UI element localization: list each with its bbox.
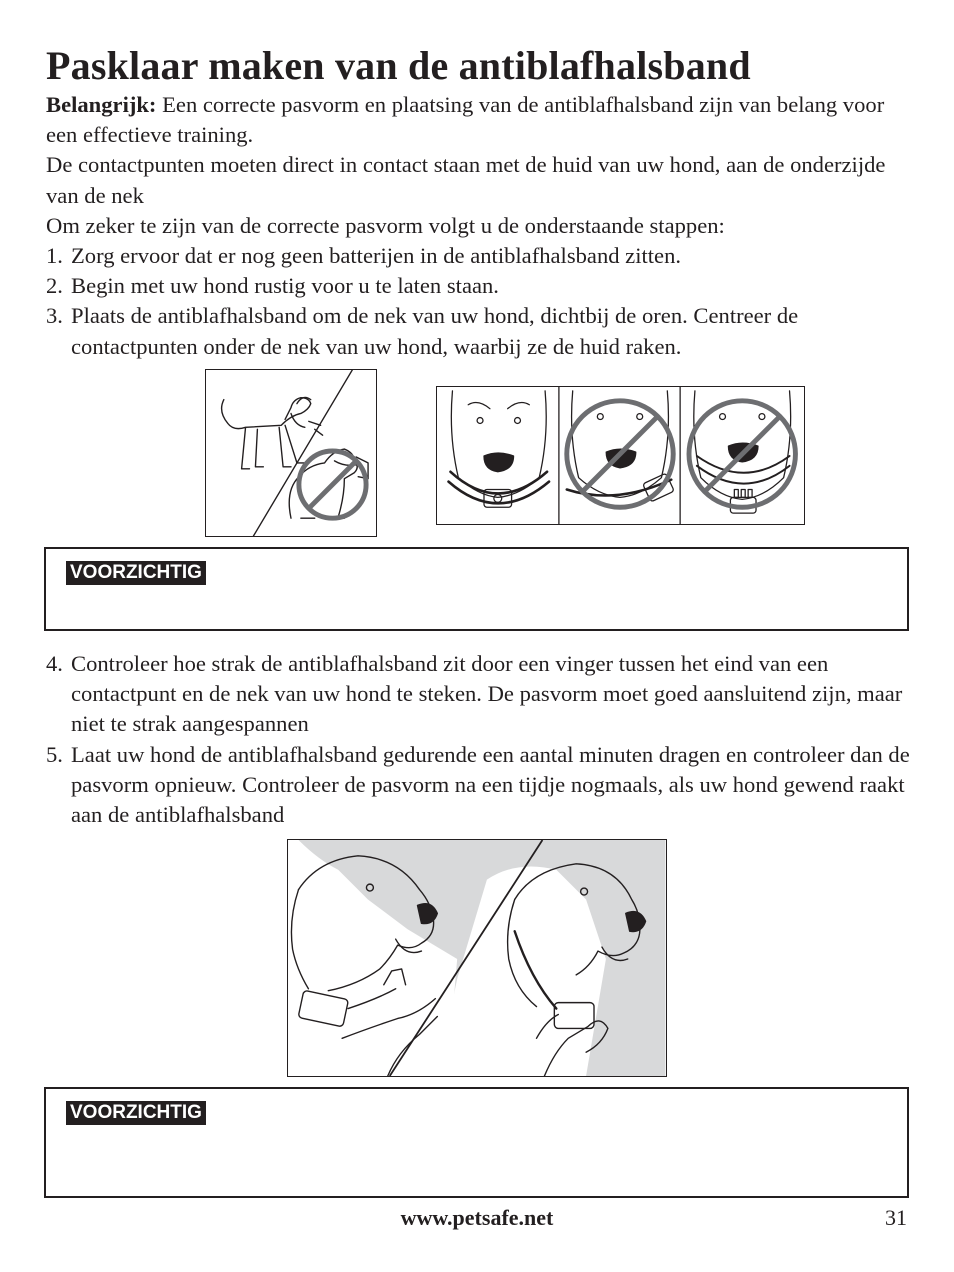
page-number: 31 <box>885 1205 907 1230</box>
step-number: 4. <box>46 651 63 676</box>
step-number: 3. <box>46 303 63 329</box>
standing-dog-shape <box>222 398 311 469</box>
caution-box-1 <box>44 547 909 631</box>
important-text: Een correcte pasvorm en plaatsing van de antiblafhalsband zijn van belang voor een effectieve training. <box>46 92 885 148</box>
figure-collar-placement <box>436 386 805 525</box>
important-paragraph <box>46 90 916 150</box>
important-label: Belangrijk: <box>46 92 157 117</box>
prohibition-sign <box>299 451 366 518</box>
footer-url: www.petsafe.net <box>400 1205 554 1230</box>
dog-collar-too-low <box>567 391 674 502</box>
steps-part-2 <box>46 649 916 830</box>
step-number: 2. <box>46 273 63 299</box>
figure-checking-fit <box>287 839 667 1077</box>
step-4 <box>46 649 916 740</box>
caution-label: VOORZICHTIG <box>66 561 206 585</box>
contact-paragraph: De contactpunten moeten direct in contact staan met de huid van uw hond, aan de onderzijde van de nek <box>46 152 886 208</box>
caution-label: VOORZICHTIG <box>66 1101 206 1125</box>
caution-box-2 <box>44 1087 909 1198</box>
dog-correct-placement <box>449 391 550 507</box>
collar-placement-illustration <box>437 387 804 524</box>
step-text: Controleer hoe strak de antiblafhalsband zit door een vinger tussen het eind van een contactpunt en de nek van uw hond te steken. De pasvorm moet goed aansluitend zijn, maar niet te strak aangespannen <box>71 651 903 737</box>
step-number: 1. <box>46 243 63 269</box>
prohibition-signs <box>567 401 796 507</box>
step-1 <box>46 241 916 271</box>
step-text: Laat uw hond de antiblafhalsband gedurende een aantal minuten dragen en controleer dan de pasvorm opnieuw. Controleer de pasvorm na een tijdje nogmaals, als uw hond gewend raakt aan de antiblafhalsband <box>71 741 910 828</box>
dog-posture-illustration <box>206 370 376 536</box>
step-text: Plaats de antiblafhalsband om de nek van uw hond, dichtbij de oren. Centreer de contactpunten onder de nek van uw hond, waarbij ze de huid raken. <box>71 303 799 359</box>
fit-check-illustration <box>288 840 666 1076</box>
prohibition-slash <box>705 417 780 492</box>
intro-section <box>46 90 916 362</box>
step-5 <box>46 740 916 831</box>
steps-intro-paragraph: Om zeker te zijn van de correcte pasvorm volgt u de onderstaande stappen: <box>46 212 725 238</box>
step-number: 5. <box>46 741 63 767</box>
step-text: Zorg ervoor dat er nog geen batterijen in de antiblafhalsband zitten. <box>71 243 682 269</box>
step-2 <box>46 271 916 301</box>
step-text: Begin met uw hond rustig voor u te laten staan. <box>71 273 499 299</box>
prohibition-slash <box>583 417 658 492</box>
figure-dog-standing-vs-sitting <box>205 369 377 537</box>
step-3 <box>46 301 916 361</box>
page-title: Pasklaar maken van de antiblafhalsband <box>46 43 751 88</box>
